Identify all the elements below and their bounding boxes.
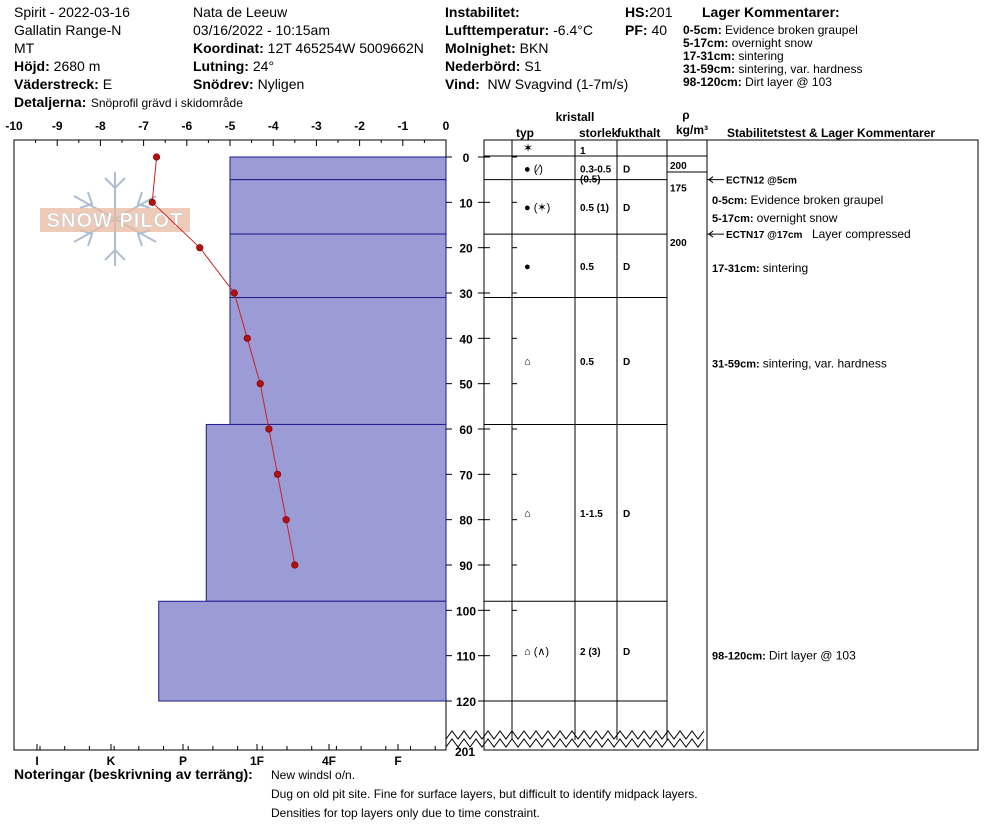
temperature-point [244, 335, 251, 342]
layer-comment: 31-59cm: sintering, var. hardness [712, 356, 887, 371]
coord-label: Koordinat: [193, 40, 264, 56]
datetime: 03/16/2022 - 10:15am [193, 22, 330, 38]
grain-size: (0.5) [580, 174, 601, 186]
temp-tick-label: -3 [311, 119, 322, 133]
test-comment: Layer compressed [812, 227, 911, 242]
depth-tick-label: 60 [459, 423, 473, 437]
header-type: typ [516, 126, 534, 140]
grain-form-icon: ● (✶) [524, 201, 551, 214]
layer-comment-text: Dirt layer @ 103 [745, 75, 832, 89]
hardness-axis [35, 744, 435, 768]
precip-label: Nederbörd: [445, 58, 521, 74]
layer-comments-title: Lager Kommentarer: [702, 4, 840, 20]
temp-tick-label: -10 [5, 119, 23, 133]
layer-comment-text: overnight snow [731, 36, 813, 50]
temp-tick-label: 0 [442, 119, 450, 133]
hardness-tick-label: F [394, 754, 402, 768]
temp-tick-label: -1 [397, 119, 409, 133]
temperature-point [274, 471, 281, 478]
layer-comment-range: 0-5cm: [683, 23, 722, 37]
surface-form-icon: ✶ [522, 141, 534, 155]
temp-tick-label: -4 [267, 119, 279, 133]
pit-name: Spirit - 2022-03-16 [14, 4, 130, 20]
hardness-layer-bar [206, 424, 446, 601]
grain-size: 1-1.5 [580, 508, 603, 520]
sky-value: BKN [519, 40, 549, 56]
temperature-point [149, 199, 156, 206]
temp-tick-label: -6 [181, 119, 193, 133]
grain-form-icon: ● (⁄) [524, 163, 543, 176]
temp-tick-label: -8 [95, 119, 106, 133]
density-value: 175 [670, 183, 687, 195]
depth-tick-label: 10 [459, 196, 473, 211]
moisture-value: D [623, 357, 631, 368]
aspect-value: E [102, 76, 113, 92]
moisture-value: D [623, 202, 631, 214]
depth-tick-label: 100 [455, 604, 477, 619]
notes-label: Noteringar (beskrivning av terräng): [14, 766, 253, 782]
layer-comment: 0-5cm: Evidence broken graupel [712, 193, 884, 208]
header-density-unit: kg/m³ [676, 123, 709, 137]
depth-tick-label: 90 [459, 559, 473, 573]
notes-line: New windsl o/n. [271, 768, 356, 782]
depth-tick-label: 40 [459, 332, 473, 347]
layer-comment: 5-17cm: overnight snow [712, 211, 838, 226]
pf-label: PF: [625, 22, 648, 38]
grain-form-icon: ⌂ [524, 356, 531, 368]
slope-value: 24° [252, 58, 275, 74]
notes-line: Densities for top layers only due to time constraint. [271, 806, 540, 820]
elevation-label: Höjd: [14, 58, 50, 74]
grain-size: 0.3-0.5 [580, 164, 612, 176]
coord-value: 12T 465254W 5009662N [267, 40, 424, 56]
hardness-layer-bar [230, 234, 446, 297]
hs-value: 201 [649, 4, 673, 20]
layer-comment-text: sintering, var. hardness [738, 62, 863, 76]
sky-label: Molnighet: [445, 40, 516, 56]
layer-comment-range: 5-17cm: [683, 36, 729, 50]
depth-tick-label: 120 [455, 695, 477, 709]
aspect-label: Väderstreck: [14, 76, 99, 92]
density-value: 200 [670, 238, 687, 250]
layer-comment-text: sintering [738, 49, 784, 63]
hardness-layer-bar [230, 180, 446, 234]
surface-size: 1 [580, 146, 586, 157]
layer-comment: 17-31cm: sintering [712, 261, 809, 276]
header-moisture: fukthalt [617, 126, 661, 140]
layer-comment-range: 98-120cm: [683, 75, 742, 89]
grain-form-icon: ⌂ (∧) [524, 646, 550, 659]
depth-tick-label: 50 [459, 377, 473, 392]
temp-tick-label: -9 [51, 119, 63, 133]
airtemp-label: Lufttemperatur: [445, 22, 550, 38]
elevation-value: 2680 m [53, 58, 101, 74]
instability-label: Instabilitet: [445, 4, 520, 20]
moisture-value: D [623, 647, 631, 659]
depth-tick-label: 70 [459, 468, 473, 483]
hardness-layer-bar [230, 157, 446, 180]
temperature-point [266, 426, 273, 433]
depth-tick-label: 0 [462, 151, 470, 165]
temperature-point [231, 290, 238, 297]
test-label: ECTN12 @5cm [726, 175, 797, 187]
depth-tick-label: 80 [459, 513, 473, 528]
grain-size: 0.5 [580, 357, 594, 368]
grain-form-icon: ● [524, 260, 531, 273]
precip-value: S1 [524, 58, 542, 74]
temp-tick-label: -5 [224, 119, 236, 133]
depth-tick-label: 20 [459, 241, 473, 256]
grain-size: 0.5 (1) [580, 202, 609, 214]
wind-label: Vind: [445, 76, 480, 92]
temp-tick-label: -7 [138, 119, 149, 133]
layer-comment-range: 31-59cm: [683, 62, 736, 76]
hardness-layer-bar [159, 601, 446, 701]
details-label: Detaljerna: [14, 94, 87, 110]
header-crystal: kristall [555, 110, 595, 124]
pf-value: 40 [651, 22, 668, 38]
hardness-tick-label: K [106, 754, 116, 768]
temperature-point [257, 380, 264, 387]
header-stability: Stabilitetstest & Lager Kommentarer [727, 126, 936, 140]
layer-comment: 98-120cm: Dirt layer @ 103 [712, 648, 856, 663]
state: MT [14, 40, 35, 56]
airtemp-value: -6.4°C [553, 22, 593, 38]
drift-label: Snödrev: [193, 76, 254, 92]
details-value: Snöprofil grävd i skidområde [90, 96, 243, 110]
notes-line: Dug on old pit site. Fine for surface layers, but difficult to identify midpack layers. [271, 787, 698, 801]
grain-form-icon: ⌂ [524, 507, 531, 520]
hardness-tick-label: 4F [321, 754, 337, 768]
temperature-point [153, 154, 160, 161]
depth-tick-label: 110 [456, 649, 476, 664]
location-range: Gallatin Range-N [14, 22, 122, 38]
moisture-value: D [623, 261, 631, 273]
header-size: storlek [579, 126, 619, 140]
temperature-point [283, 516, 290, 523]
hs-label: HS: [625, 4, 650, 20]
temperature-point [196, 244, 203, 251]
hardness-layer-bar [230, 298, 446, 425]
grain-size: 0.5 [580, 261, 594, 273]
temperature-point [292, 562, 299, 569]
drift-value: Nyligen [257, 76, 305, 92]
slope-label: Lutning: [193, 58, 249, 74]
layer-comment-range: 17-31cm: [683, 49, 736, 63]
stability-tests [707, 176, 911, 663]
depth-axis [446, 140, 490, 750]
layer-comment-text: Evidence broken graupel [725, 23, 858, 37]
snowpilot-logo: SNOW PILOT [46, 210, 184, 232]
hardness-tick-label: I [35, 754, 39, 768]
header-rho: ρ [682, 108, 690, 122]
hardness-tick-label: 1F [249, 754, 265, 768]
temp-tick-label: -2 [354, 119, 365, 133]
depth-tick-label: 30 [459, 287, 473, 301]
hardness-tick-label: P [178, 754, 188, 768]
wind-value: NW Svagvind (1-7m/s) [487, 76, 629, 92]
moisture-value: D [623, 508, 631, 520]
layer-table [484, 141, 707, 701]
moisture-value: D [623, 164, 631, 176]
density-value: 200 [670, 161, 687, 172]
hardness-layers [159, 157, 446, 701]
grain-size: 2 (3) [580, 647, 601, 659]
bottom-depth-label: 201 [454, 745, 476, 759]
temperature-axis [5, 119, 449, 146]
test-label: ECTN17 @17cm [726, 230, 803, 242]
observer: Nata de Leeuw [193, 4, 288, 20]
